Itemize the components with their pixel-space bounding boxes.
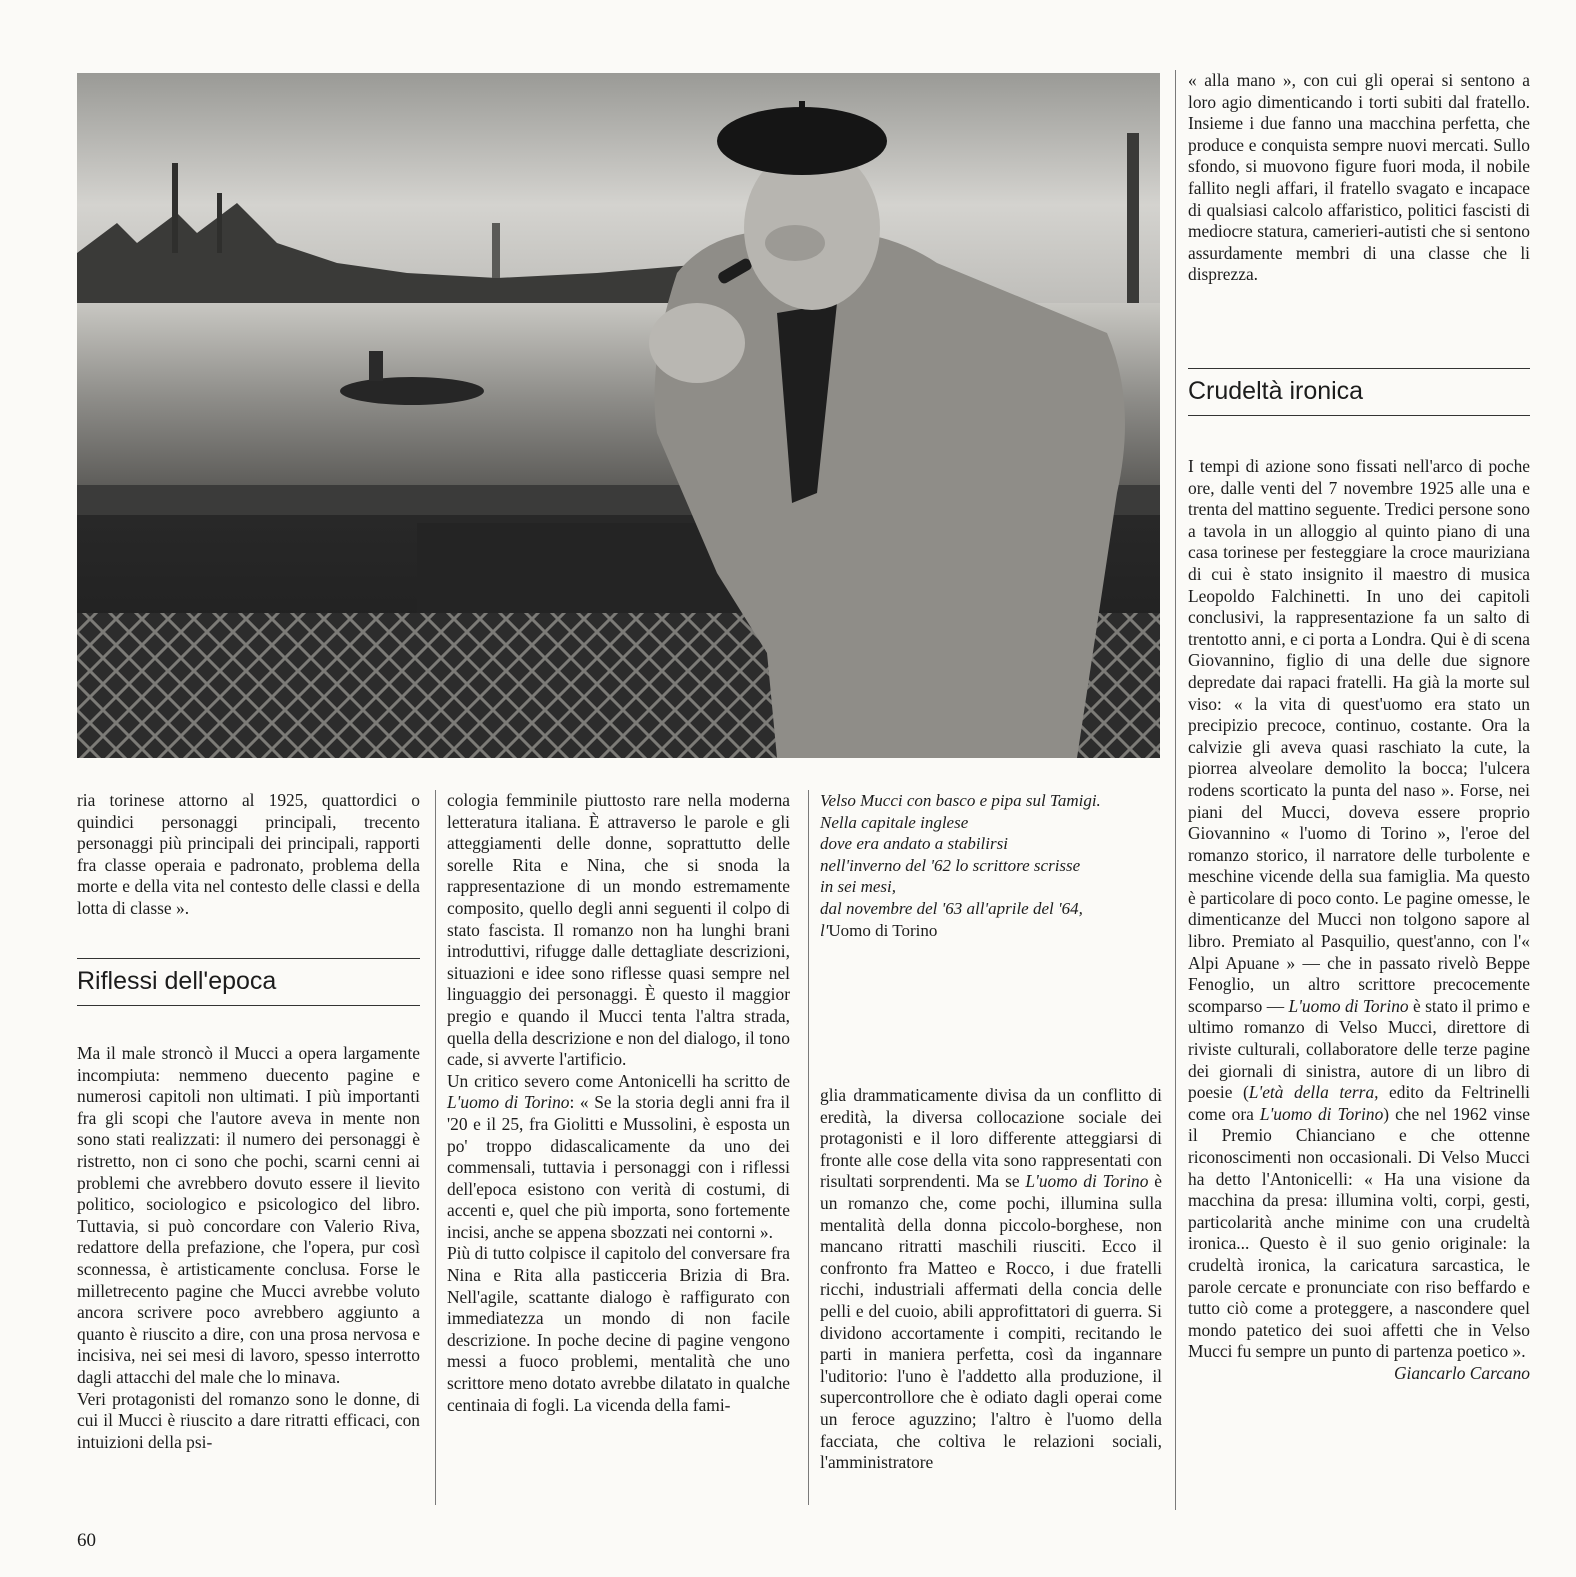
author-signature: Giancarlo Carcano <box>1393 1362 1530 1383</box>
caption-line <box>820 920 1160 942</box>
caption-line: dove era andato a stabilirsi <box>820 834 1008 854</box>
section-heading-riflessi <box>77 958 420 1006</box>
book-title: L'età della terra, <box>1248 1082 1379 1103</box>
column-2 <box>447 790 790 1416</box>
column-rule <box>808 790 809 1505</box>
col4-text: è stato il primo e ultimo romanzo di Velso Mucci, direttore di riviste culturali, collaboratore delle terze pagine dei giornali di sinistra, autore di un libro di poesie ( <box>1188 995 1530 1103</box>
col2-text: Un critico severo come Antonicelli ha scritto de <box>447 1070 790 1091</box>
caption-title-text: Uomo di Torino <box>828 920 938 940</box>
col4-text: edito da Feltrinelli come ora <box>1188 1082 1530 1124</box>
photo-caption <box>820 790 1160 941</box>
column-4 <box>1188 70 1530 286</box>
section-heading-crudelta <box>1188 368 1530 416</box>
book-title: L'uomo di Torino <box>447 1092 570 1113</box>
col2-text: : « Se la storia degli anni fra il '20 e il 25, fra Giolitti e Mussolini, è esposta un po' troppo didascalicamente da uno dei commensali, tuttavia i personaggi con i riflessi dell'epoca esistono con verità di costumi, di accenti e, quel che più importa, sono fortemente incisi, anche se appena sbozzati nei contorni ». <box>447 1092 790 1242</box>
col2-paragraph: cologia femminile piuttosto rare nella moderna letteratura italiana. È attraverso le parole e gli atteggiamenti delle donne, soprattutto delle sorelle Rita e Nina, che si snoda la rappresentazione di un mondo estremamente composito, quello degli anni seguenti il colpo di stato fascista. Il romanzo non ha lunghi brani introduttivi, rifugge dalle dettagliate descrizioni, situazioni e idee sono riflesse quasi sempre nel linguaggio dei personaggi. È questo il maggior pregio e quando il Mucci tenta l'altra strada, quella della descrizione e non del dialogo, il tono cade, si avverte l'artificio. <box>447 790 790 1070</box>
caption-line: Nella capitale inglese <box>820 812 969 832</box>
col2-paragraph <box>447 1071 790 1244</box>
caption-line: Velso Mucci con basco e pipa sul Tamigi. <box>820 791 1101 810</box>
col2-paragraph: Più di tutto colpisce il capitolo del conversare fra Nina e Rita alla pasticceria Brizia di Bra. Nell'agile, scattante dialogo è raffigurato con immediatezza un mondo di non facile descrizione. In poche decine di pagine vengono messi a fuoco problemi, mentalità che uno scrittore meno dotato avrebbe dilatato in qualche centinaia di fogli. La vicenda della fami- <box>447 1243 790 1415</box>
caption-line: dal novembre del '63 all'aprile del '64, <box>820 898 1083 918</box>
col1-paragraph: Veri protagonisti del romanzo sono le donne, di cui il Mucci è riuscito a dare ritratti efficaci, con intuizioni della psi- <box>77 1388 420 1452</box>
column-1-continued <box>77 1043 420 1453</box>
col4-paragraph <box>1188 456 1530 1363</box>
photo-velso-mucci <box>77 73 1160 758</box>
col3-paragraph <box>820 1085 1162 1474</box>
photo-illustration <box>77 73 1160 758</box>
caption-line: in sei mesi, <box>820 877 897 897</box>
caption-line: nell'inverno del '62 lo scrittore scrisse <box>820 855 1081 875</box>
section-heading-text: Crudeltà ironica <box>1188 377 1364 405</box>
section-heading-text: Riflessi dell'epoca <box>77 967 277 995</box>
col4-paragraph: « alla mano », con cui gli operai si sentono a loro agio dimenticando i torti subiti dal fratello. Insieme i due fanno una macchina perfetta, che produce e conquista sempre nuovi mercati. Sullo sfondo, si muovono figure fuori moda, il nobile fallito negli affari, il fratello svagato e incapace di qualsiasi calcolo affaristico, politici fascisti di mediocre statura, camerieri-autisti che si sentono assurdamente membri di una classe che li disprezza. <box>1188 70 1530 285</box>
column-rule <box>435 790 436 1505</box>
column-4-continued <box>1188 456 1530 1385</box>
col1-paragraph: ria torinese attorno al 1925, quattordici o quindici personaggi principali, trecento personaggi più principali dei principali, rapporti fra classe operaia e padronato, problema della morte e della vita nel contesto delle classi e della lotta di classe ». <box>77 790 420 918</box>
col3-text: è un romanzo che, come pochi, illumina sulla mentalità della donna piccolo-borghese, non mancano ritratti maschili riusciti. Ecco il confronto fra Matteo e Rocco, i due fratelli ricchi, industriali affermati della concia delle pelli e del cuoio, abili approfittatori di guerra. Si dividono accortamente i compiti, recitando le parti in maniera perfetta, così da ingannare l'uditorio: l'uno è l'addetto alla produzione, il supercontrollore che è odiato dagli operai come un feroce aguzzino; l'altro è l'uomo della facciata, che coltiva le relazioni sociali, l'amministratore <box>820 1171 1162 1473</box>
caption-title-article: l' <box>820 920 829 940</box>
page-number: 60 <box>77 1530 96 1551</box>
col4-text: I tempi di azione sono fissati nell'arco di poche ore, dalle venti del 7 novembre 1925 alle una e trenta del mattino seguente. Tredici persone sono a tavola in un alloggio al quinto piano di una casa torinese per festeggiare la croce mauriziana di cui è stato insignito il maestro di musica Leopoldo Falchinetti. In uno dei capitoli conclusivi, la rappresentazione fa un salto di trentotto anni, e ci porta a Londra. Qui è di scena Giovannino, figlio di una delle due signore depredate dai rapaci fratelli. Ha già la morte sul viso: « la vita di quest'uomo era stato un precipizio precoce, continuo, costante. Ora la calvizie gli aveva quasi raschiato la cute, la piorrea alveolare demolito la bocca; l'ulcera rodens scorticato la punta del naso ». Forse, nei piani del Mucci, doveva essere proprio Giovannino « l'uomo di Torino », l'eroe del romanzo storico, il narratore delle turbolente e meschine vicende della sua famiglia. Ma questo è particolare di poco conto. Le pagine omesse, le dimenticanze del Mucci non tolgono sapore al libro. Premiato al Pasquilio, quest'anno, con l'« Alpi Apuane » — che in passato rivelò Beppe Fenoglio, un altro scrittore precocemente scomparso — <box>1188 456 1530 1016</box>
col3-text: glia drammaticamente divisa da un conflitto di eredità, la diversa collocazione sociale dei protagonisti e il loro differente atteggiarsi di fronte alle cose della vita sono rappresentati con risultati sorprendenti. Ma se <box>820 1085 1162 1192</box>
col1-paragraph: Ma il male stroncò il Mucci a opera largamente incompiuta: nemmeno duecento pagine e numerosi capitoli non ultimati. I più importanti fra gli scopi che l'autore aveva in mente non sono stati realizzati: il numero dei personaggi è ristretto, non ci sono che pochi, scarni cenni ai problemi che avrebbero dovuto essere il lievito politico, sociologico e psicologico del libro. Tuttavia, si può concordare con Valerio Riva, redattore della prefazione, che l'opera, pur così sconnessa, è artisticamente conclusa. Forse le milletrecento pagine che Mucci avrebbe voluto ancora scrivere poco avrebbero aggiunto a quanto è riuscito a dire, con una prosa nervosa e incisiva, nei sei mesi di lavoro, spesso interrotto dagli attacchi del male che lo minava. <box>77 1043 420 1387</box>
column-rule <box>1175 70 1176 1510</box>
book-title: L'uomo di Torino <box>1288 995 1409 1016</box>
col4-text: ) che nel 1962 vinse il Premio Chianciano e che ottenne riconoscimenti non occasionali. Di Velso Mucci ha detto l'Antonicelli: « Ha una visione da macchina da presa: illumina volti, corpi, gesti, particolarità anche minime con una crudeltà ironica... Questo è il suo genio originale: la crudeltà ironica, la caricatura sarcastica, le parole cercate e pronunciate con riso beffardo e tutto ciò come a proteggere, a nascondere quel mondo patetico dei suoi affetti che in Velso Mucci fu sempre un punto di partenza poetico ». <box>1188 1103 1530 1362</box>
column-3 <box>820 1085 1162 1474</box>
column-1 <box>77 790 420 920</box>
book-title: L'uomo di Torino <box>1025 1171 1149 1192</box>
book-title: L'uomo di Torino <box>1259 1103 1384 1124</box>
